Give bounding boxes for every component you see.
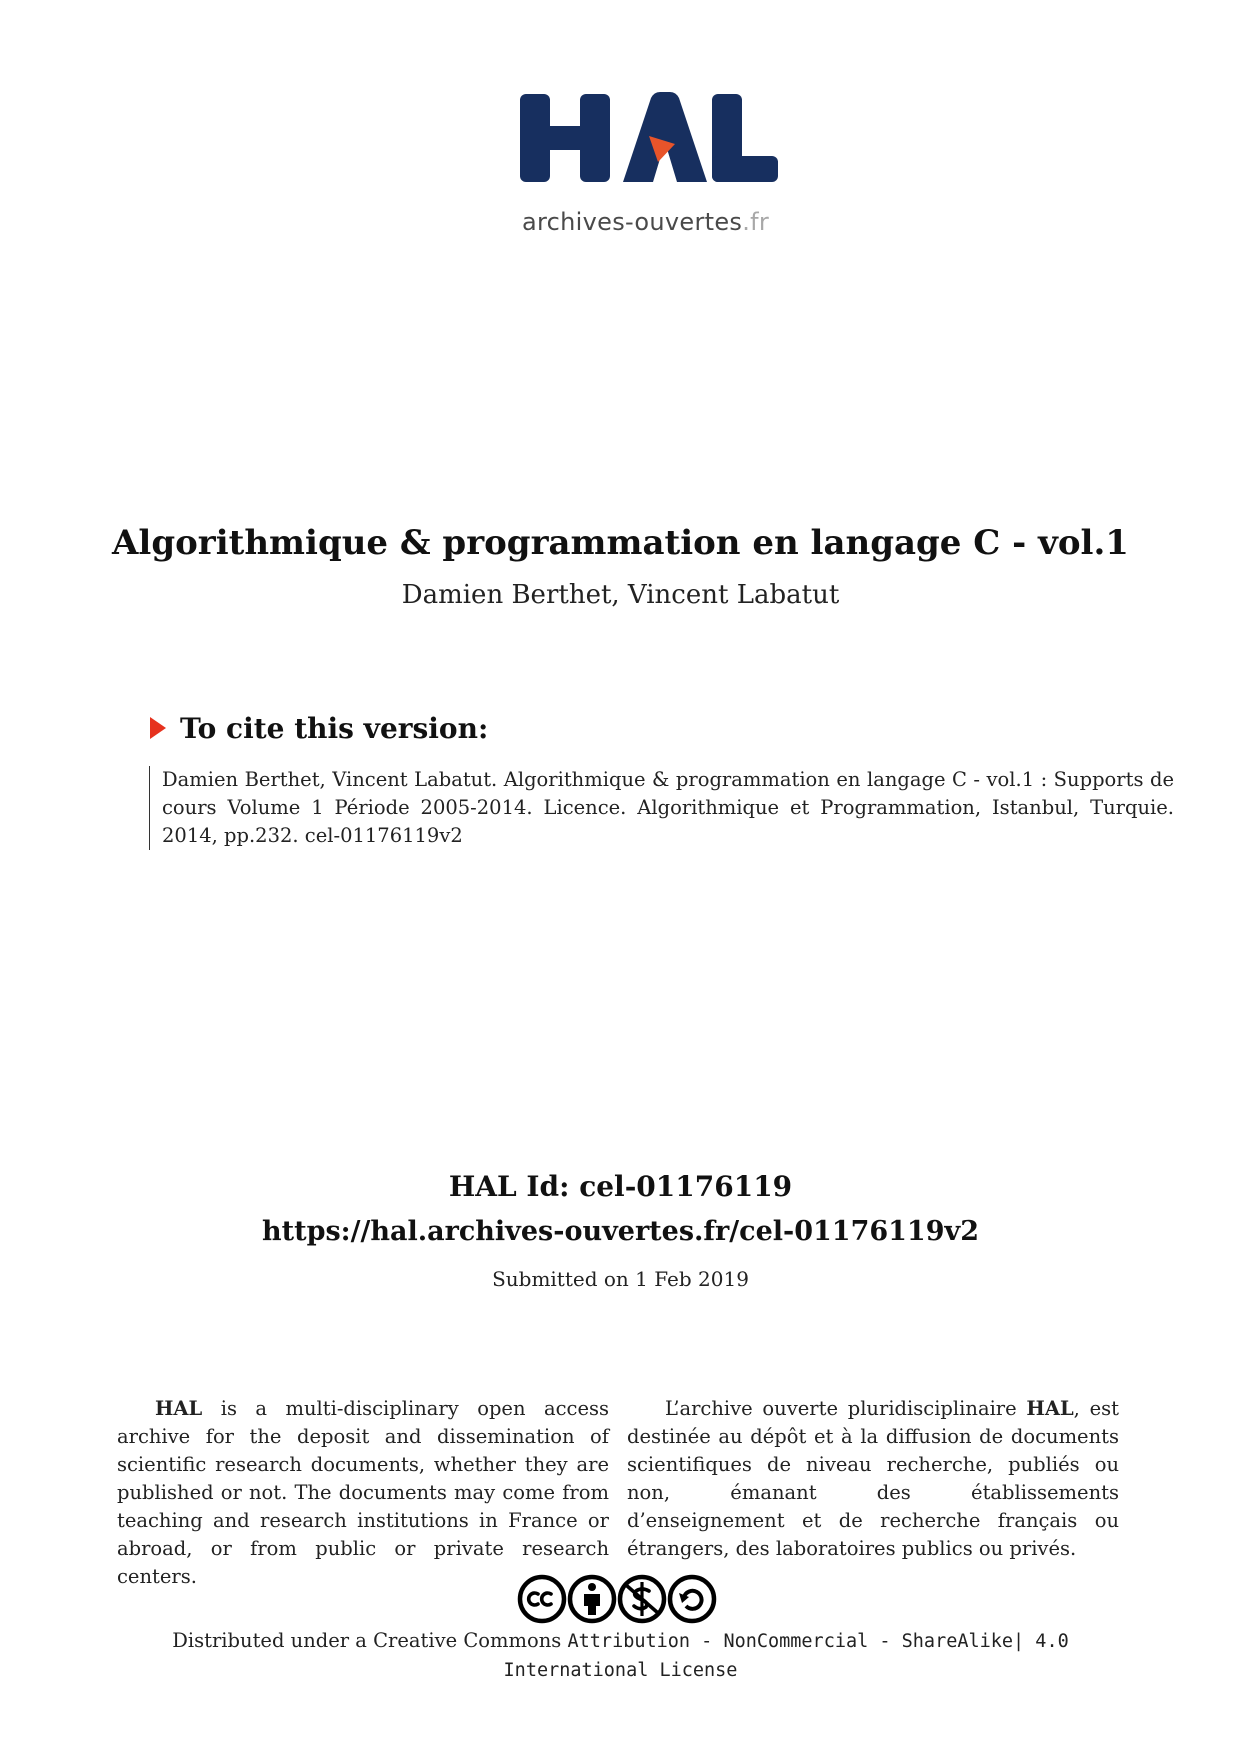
citation-text: Damien Berthet, Vincent Labatut. Algorithmique & programmation en langage C - vol.1 : Supports de cours Volume 1 Période 2005-2014. Licence. Algorithmique et Programmation, Istanbul, Turquie. 2014, pp.232. cel-01176119v2: [149, 766, 1174, 850]
license-notice: [0, 1627, 1241, 1685]
logo-subtitle-text: archives-ouvertes: [522, 208, 743, 236]
hal-bold-fr: HAL: [1026, 1397, 1074, 1420]
submission-date: Submitted on 1 Feb 2019: [492, 1267, 749, 1291]
description-english: [117, 1395, 609, 1591]
cite-heading-text: To cite this version:: [180, 712, 489, 745]
cc-by-nc-sa-icon: [516, 1573, 718, 1625]
document-authors: Damien Berthet, Vincent Labatut: [401, 580, 840, 610]
description-english-text: is a multi-disciplinary open access archive for the deposit and dissemination of scientific research documents, whether they are published or not. The documents may come from teaching and research institutions in France or abroad, or from public or private research centers.: [117, 1397, 609, 1588]
license-prefix: Distributed under a Creative Commons: [172, 1629, 568, 1652]
license-suffix[interactable]: International License: [503, 1660, 738, 1681]
hal-id: HAL Id: cel-01176119: [448, 1170, 793, 1203]
document-title: Algorithmique & programmation en langage C - vol.1: [112, 523, 1129, 563]
hal-bold-en: HAL: [155, 1397, 203, 1420]
license-name[interactable]: Attribution - NonCommercial - ShareAlike| 4.0: [567, 1631, 1069, 1652]
description-french: [627, 1395, 1119, 1563]
cite-heading: [150, 712, 488, 745]
hal-logo-subtitle: [522, 208, 769, 236]
document-url[interactable]: https://hal.archives-ouvertes.fr/cel-01176119v2: [262, 1216, 979, 1247]
description-french-text-a: L’archive ouverte pluridisciplinaire: [665, 1397, 1027, 1420]
logo-subtitle-tld: .fr: [742, 208, 770, 236]
triangle-bullet-icon: [150, 717, 166, 739]
description-french-text-b: , est destinée au dépôt et à la diffusion de documents scientifiques de niveau recherche, publiés ou non, émanant des établissements d’enseignement et de recherche français ou étrangers, des laboratoires publics ou privés.: [627, 1397, 1119, 1560]
